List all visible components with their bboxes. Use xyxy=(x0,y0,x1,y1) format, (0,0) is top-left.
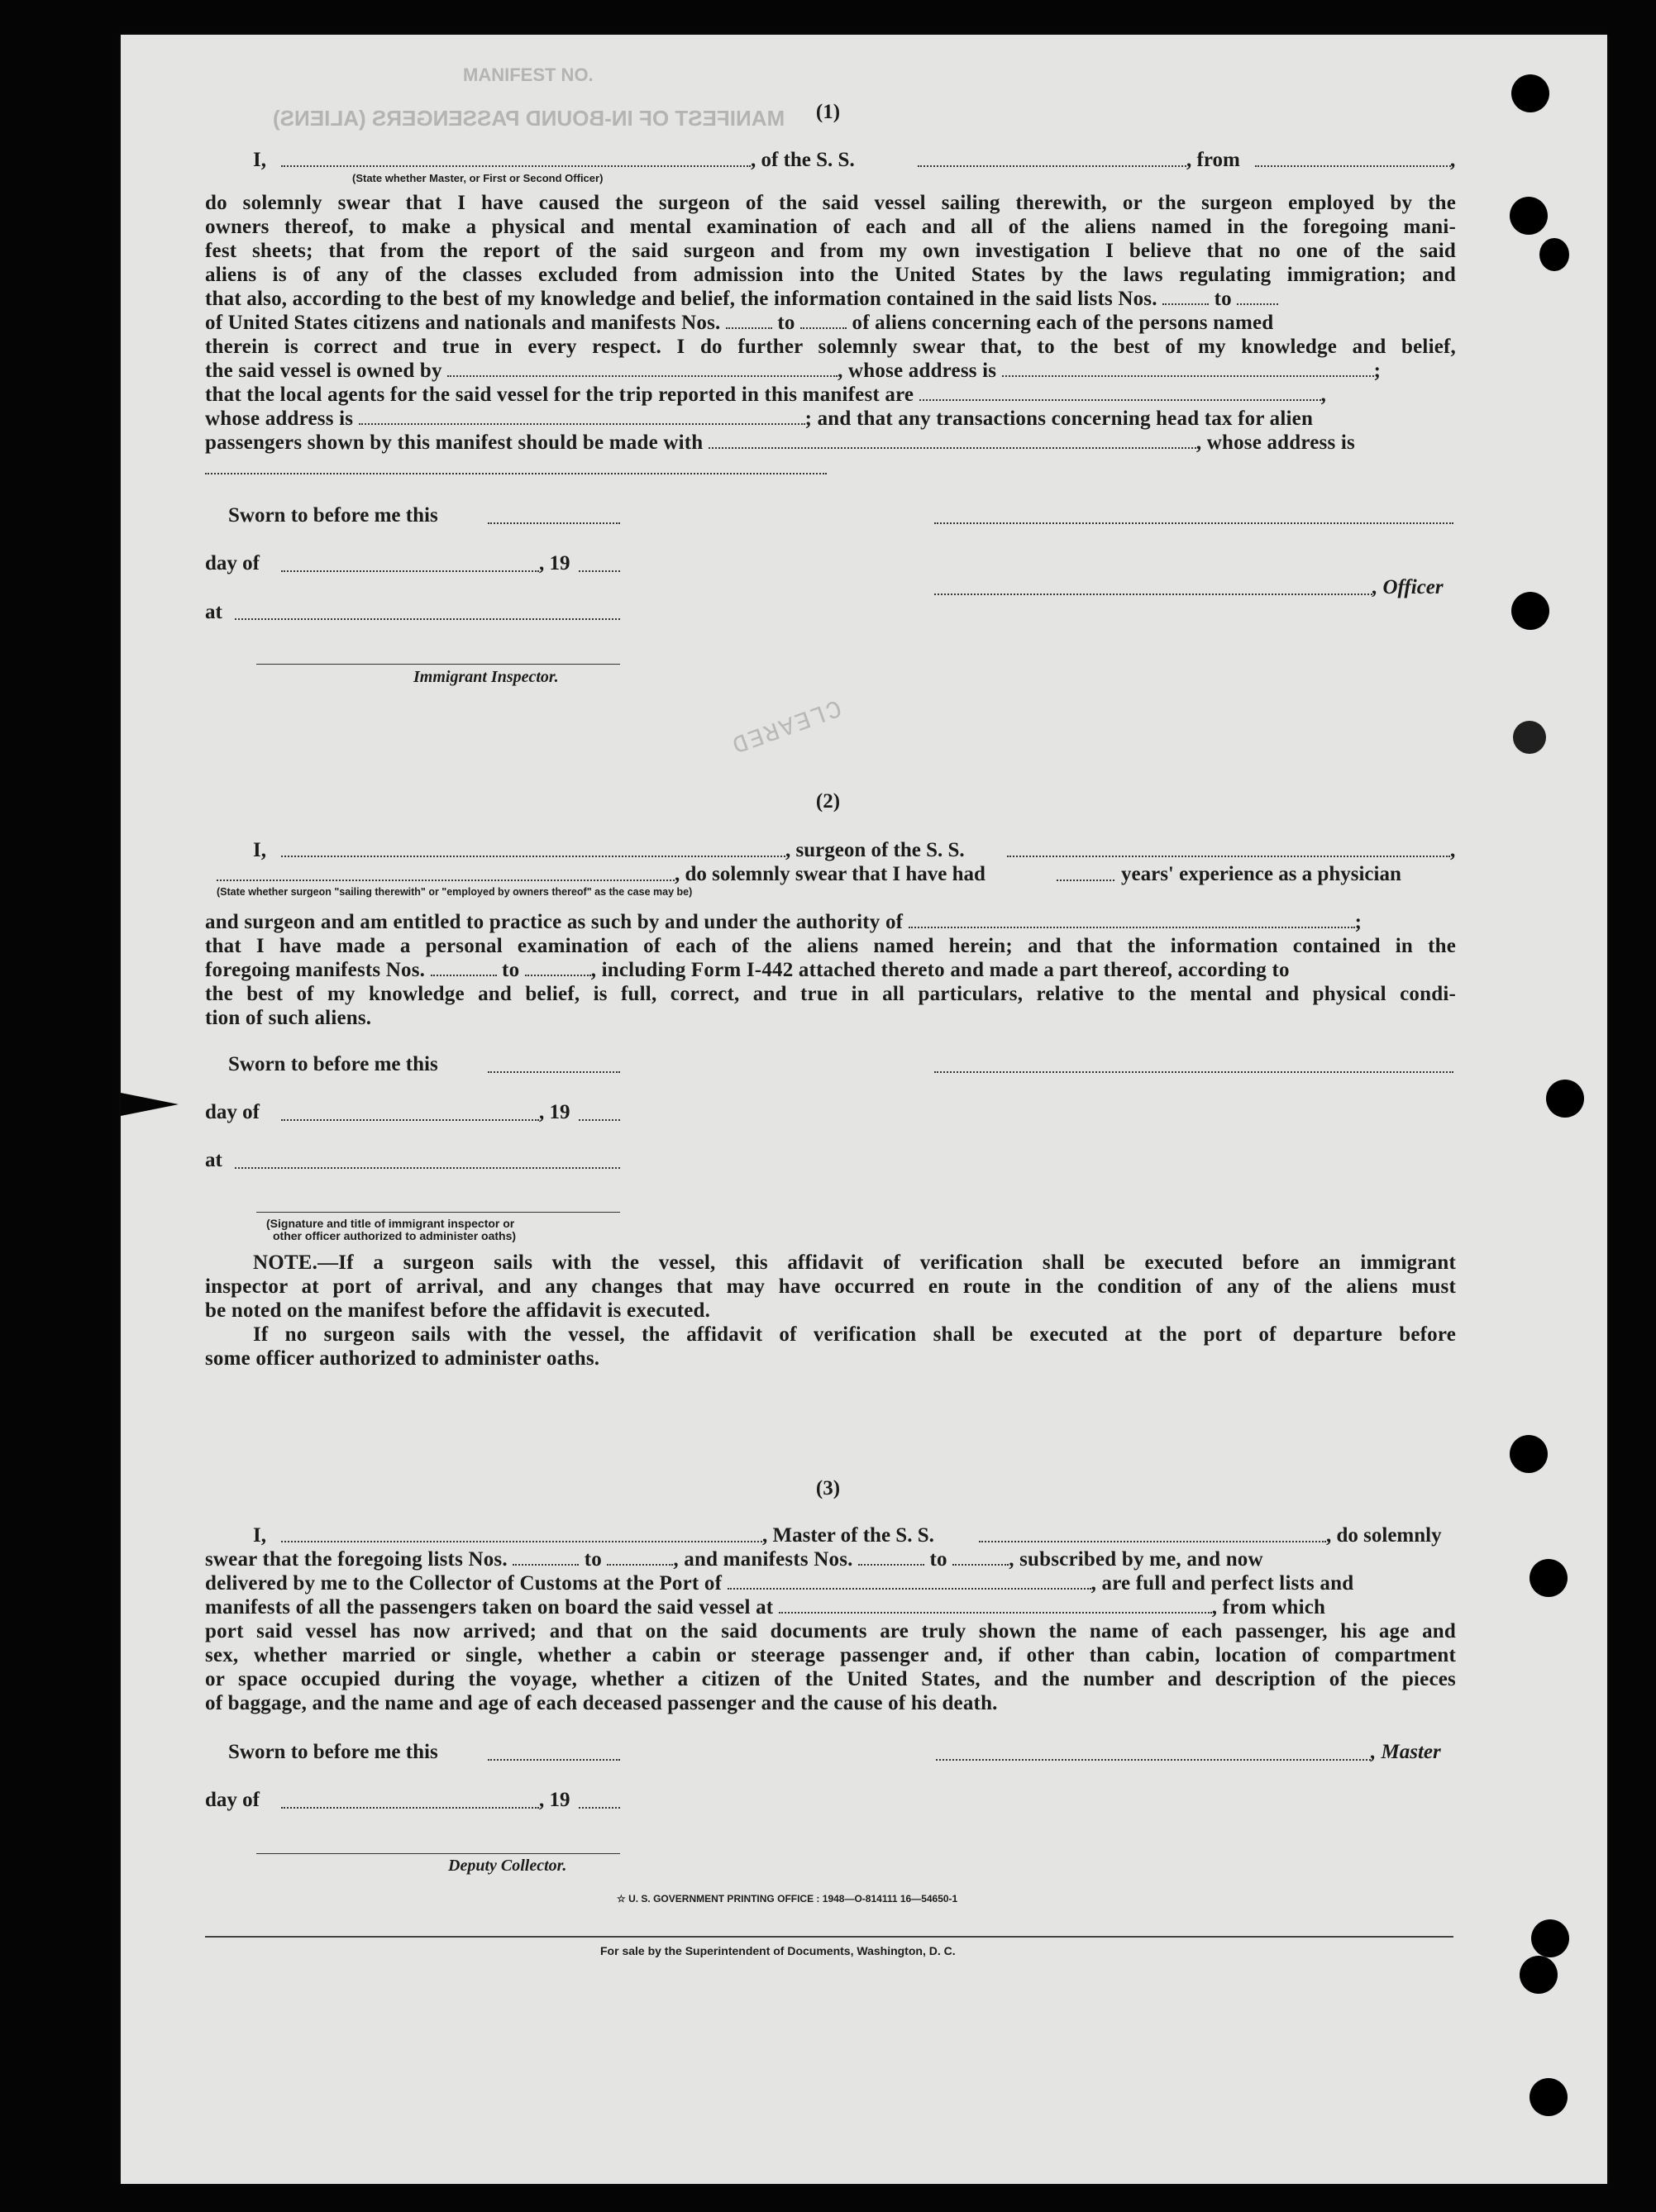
s3-boarded-text: manifests of all the passengers taken on board the said vessel at xyxy=(205,1596,774,1618)
s1-at-label: at xyxy=(205,601,222,623)
s2-swear-label: , do solemnly swear that I have had xyxy=(675,863,985,885)
s1-i-label: I, xyxy=(253,149,266,171)
s1-headtax-field[interactable] xyxy=(709,432,1196,449)
ghost-stamp: CLEARED xyxy=(726,692,845,758)
s3-master-label: , Master of the S. S. xyxy=(762,1524,934,1547)
s3-i-label: I, xyxy=(253,1524,266,1547)
s2-form-text: , including Form I-442 attached thereto and made a part thereof, according to xyxy=(590,959,1290,981)
s2-note-line: NOTE.—If a surgeon sails with the vessel, this affidavit of verification shall be executed before an immigrant xyxy=(253,1251,1456,1274)
section-1-number: (1) xyxy=(815,101,841,123)
s2-dayof-field[interactable] xyxy=(281,1119,539,1121)
s1-inspector-caption: Immigrant Inspector. xyxy=(413,668,559,686)
s3-year-field[interactable] xyxy=(579,1807,620,1809)
s1-owner-text: the said vessel is owned by xyxy=(205,360,442,382)
s3-port-field[interactable] xyxy=(728,1573,1091,1590)
s2-years-field[interactable] xyxy=(1057,880,1114,881)
s1-lists-to: to xyxy=(1214,288,1232,310)
s1-year-field[interactable] xyxy=(579,570,620,572)
ghost-manifest-no: MANIFEST NO. xyxy=(463,64,594,85)
s3-line1-end: , do solemnly xyxy=(1326,1524,1442,1547)
s1-headtax-address-text: , whose address is xyxy=(1195,431,1355,454)
s1-list-to-field[interactable] xyxy=(1237,288,1278,305)
s1-sworn-day-field[interactable] xyxy=(488,522,620,524)
s3-manifests-text: , and manifests Nos. xyxy=(673,1548,853,1571)
s1-from-field[interactable] xyxy=(1255,165,1451,167)
s1-owner-address-text: , whose address is xyxy=(838,360,997,382)
s1-officer-label: , Officer xyxy=(1372,576,1444,598)
s1-rank-caption: (State whether Master, or First or Second Officer) xyxy=(352,172,604,184)
s3-port-line xyxy=(205,1572,1456,1595)
s1-agents-address-field[interactable] xyxy=(359,408,805,425)
s1-at-field[interactable] xyxy=(235,618,620,620)
s1-para-line: do solemnly swear that I have caused the surgeon of the said vessel sailing therewith, or the surgeon employed by the xyxy=(205,192,1456,214)
s1-agents-end: , xyxy=(1320,384,1327,406)
s3-boarded-field[interactable] xyxy=(779,1597,1212,1614)
s2-manifests-to: to xyxy=(502,959,520,981)
s1-agents-line xyxy=(205,384,1456,407)
s3-collector-caption: Deputy Collector. xyxy=(448,1857,567,1875)
s1-owner-end: ; xyxy=(1373,360,1382,382)
s3-name-field[interactable] xyxy=(281,1541,762,1542)
s1-dayof-field[interactable] xyxy=(281,570,539,572)
punch-hole xyxy=(1511,592,1549,630)
s1-dayof-label: day of xyxy=(205,552,260,574)
s3-sworn-label: Sworn to before me this xyxy=(228,1741,438,1763)
s3-manifest-from-field[interactable] xyxy=(858,1549,924,1566)
s1-para-line: fest sheets; that from the report of the said surgeon and from my own investigation I believe that no one of the said xyxy=(205,240,1456,262)
s1-officer-title-line[interactable] xyxy=(934,594,1372,595)
s3-master-sig-line[interactable] xyxy=(936,1759,1371,1761)
s1-lists-line xyxy=(205,288,1456,311)
punch-hole xyxy=(1531,1919,1569,1957)
ghost-title: MANIFEST OF IN-BOUND PASSENGERS (ALIENS) xyxy=(273,106,785,131)
s2-manifest-to-field[interactable] xyxy=(525,960,591,976)
s1-agents-text: that the local agents for the said vessel for the trip reported in this manifest are xyxy=(205,384,914,406)
punch-hole xyxy=(1539,238,1569,271)
page-notch xyxy=(121,1093,179,1116)
s3-boarded-line xyxy=(205,1596,1456,1619)
s3-manifest-to-field[interactable] xyxy=(952,1549,1009,1566)
punch-hole xyxy=(1510,1435,1548,1473)
s3-ship-field[interactable] xyxy=(979,1541,1326,1542)
s3-collector-sig-line[interactable] xyxy=(256,1853,620,1854)
s3-port-rest: , are full and perfect lists and xyxy=(1090,1572,1354,1595)
s2-capacity-field[interactable] xyxy=(217,880,675,881)
s2-sworn-day-field[interactable] xyxy=(488,1071,620,1073)
footer-rule xyxy=(205,1936,1453,1938)
s3-sworn-day-field[interactable] xyxy=(488,1759,620,1761)
s1-owner-address-field[interactable] xyxy=(1002,360,1374,377)
s1-para-line: therein is correct and true in every respect. I do further solemnly swear that, to the best of my knowledge and belief, xyxy=(205,336,1456,358)
s1-officer-sig-line[interactable] xyxy=(934,522,1453,524)
s1-owner-line xyxy=(205,360,1456,383)
s3-dayof-field[interactable] xyxy=(281,1807,539,1809)
s2-inspector-caption-1: (Signature and title of immigrant inspector or xyxy=(266,1217,515,1230)
s2-manifests-text: foregoing manifests Nos. xyxy=(205,959,426,981)
s3-manifests-to: to xyxy=(929,1548,947,1571)
s2-note-line: some officer authorized to administer oaths. xyxy=(205,1347,600,1370)
s3-master-caption: , Master xyxy=(1371,1741,1441,1763)
s1-ss-label: , of the S. S. xyxy=(751,149,855,171)
s1-manifests-text: of United States citizens and nationals and manifests Nos. xyxy=(205,312,721,334)
section-3-number: (3) xyxy=(815,1477,841,1499)
s2-i-label: I, xyxy=(253,839,266,861)
s1-line1-end: , xyxy=(1450,149,1456,171)
s1-inspector-sig-line[interactable] xyxy=(256,664,620,665)
s2-authority-text: and surgeon and am entitled to practice as such by and under the authority of xyxy=(205,911,904,933)
s1-name-field[interactable] xyxy=(281,165,751,167)
s2-name-field[interactable] xyxy=(281,856,785,857)
s2-note-line: be noted on the manifest before the affidavit is executed. xyxy=(205,1299,711,1322)
s2-inspector-caption-2: other officer authorized to administer oaths) xyxy=(273,1229,517,1242)
s1-manifest-to-field[interactable] xyxy=(800,312,847,329)
s3-list-to-field[interactable] xyxy=(607,1549,673,1566)
s2-sworn-label: Sworn to before me this xyxy=(228,1053,438,1075)
s3-year-label: , 19 xyxy=(539,1789,570,1811)
s2-year-label: , 19 xyxy=(539,1101,570,1123)
s1-headtax-address-field[interactable] xyxy=(205,473,827,474)
s3-lists-text: swear that the foregoing lists Nos. xyxy=(205,1548,508,1571)
s1-ship-field[interactable] xyxy=(918,165,1186,167)
punch-hole xyxy=(1513,721,1546,754)
punch-hole xyxy=(1520,1956,1558,1994)
s1-agents-address-text: whose address is xyxy=(205,408,354,430)
s2-manifests-line xyxy=(205,959,1456,982)
s2-note-line: If no surgeon sails with the vessel, the affidavit of verification shall be executed at the port of departure before xyxy=(253,1323,1456,1346)
punch-hole xyxy=(1530,2078,1568,2116)
s2-para-line: tion of such aliens. xyxy=(205,1007,372,1029)
s2-capacity-caption: (State whether surgeon "sailing therewith" or "employed by owners thereof" as the case may be) xyxy=(217,886,693,898)
s2-note-line: inspector at port of arrival, and any changes that may have occurred en route in the condition of any of the aliens must xyxy=(205,1275,1456,1298)
s2-manifest-from-field[interactable] xyxy=(431,960,497,976)
s1-list-from-field[interactable] xyxy=(1162,288,1209,305)
s1-lists-text: that also, according to the best of my knowledge and belief, the information contained in the said lists Nos. xyxy=(205,288,1157,310)
s2-para-line: that I have made a personal examination of each of the aliens named herein; and that the information contained in the xyxy=(205,935,1456,957)
s2-inspector-sig-line[interactable] xyxy=(256,1212,620,1213)
punch-hole xyxy=(1510,197,1548,235)
s2-surgeon-label: , surgeon of the S. S. xyxy=(785,839,965,861)
s1-para-line: aliens is of any of the classes excluded from admission into the United States by the laws regulating immigration; and xyxy=(205,264,1456,286)
s3-lists-line xyxy=(205,1548,1456,1571)
s3-port-text: delivered by me to the Collector of Customs at the Port of xyxy=(205,1572,723,1595)
s2-authority-field[interactable] xyxy=(909,912,1355,928)
s3-subscribed-text: , subscribed by me, and now xyxy=(1009,1548,1263,1571)
s3-para-line: or space occupied during the voyage, whether a citizen of the United States, and the number and description of the pieces xyxy=(205,1668,1456,1690)
s3-para-line: of baggage, and the name and age of each deceased passenger and the cause of his death. xyxy=(205,1692,998,1714)
s1-sworn-label: Sworn to before me this xyxy=(228,504,438,527)
s1-headtax-line xyxy=(205,431,1456,455)
s2-authority-end: ; xyxy=(1354,911,1363,933)
s2-authority-line xyxy=(205,911,1456,934)
for-sale-line: For sale by the Superintendent of Documents, Washington, D. C. xyxy=(600,1944,956,1957)
s2-years-label: years' experience as a physician xyxy=(1121,863,1401,885)
s1-manifest-from-field[interactable] xyxy=(726,312,772,329)
s2-para-line: the best of my knowledge and belief, is full, correct, and true in all particulars, relative to the mental and physical condi- xyxy=(205,983,1456,1005)
s2-year-field[interactable] xyxy=(579,1119,620,1121)
s1-from-label: , from xyxy=(1186,149,1240,171)
s3-dayof-label: day of xyxy=(205,1789,260,1811)
s2-line1-end: , xyxy=(1450,839,1456,861)
s1-agents-address-line xyxy=(205,408,1456,431)
s1-manifests-to: to xyxy=(777,312,795,334)
punch-hole xyxy=(1530,1559,1568,1597)
s3-boarded-rest: , from which xyxy=(1211,1596,1326,1618)
s1-agents-field[interactable] xyxy=(919,384,1321,401)
s2-ship-field[interactable] xyxy=(1007,856,1450,857)
s3-para-line: port said vessel has now arrived; and that on the said documents are truly shown the name of each passenger, his age and xyxy=(205,1620,1456,1642)
s3-list-from-field[interactable] xyxy=(513,1549,579,1566)
s2-surgeon-sig-line[interactable] xyxy=(934,1071,1453,1073)
s1-headtax-text: ; and that any transactions concerning head tax for alien xyxy=(804,408,1314,430)
s2-at-label: at xyxy=(205,1149,222,1171)
s2-at-field[interactable] xyxy=(235,1167,620,1169)
s3-lists-to: to xyxy=(584,1548,602,1571)
s1-owner-field[interactable] xyxy=(447,360,838,377)
s1-manifests-line xyxy=(205,312,1456,335)
s1-year-label: , 19 xyxy=(539,552,570,574)
s2-dayof-label: day of xyxy=(205,1101,260,1123)
printing-office-line: ☆ U. S. GOVERNMENT PRINTING OFFICE : 1948—O-814111 16—54650-1 xyxy=(617,1893,958,1905)
section-2-number: (2) xyxy=(815,790,841,813)
s1-headtax-with-text: passengers shown by this manifest should be made with xyxy=(205,431,704,454)
s3-para-line: sex, whether married or single, whether a cabin or steerage passenger and, if other than cabin, location of compartment xyxy=(205,1644,1456,1666)
s1-para-line: owners thereof, to make a physical and mental examination of each and all of the aliens named in the foregoing mani- xyxy=(205,216,1456,238)
punch-hole xyxy=(1546,1080,1584,1118)
s1-manifests-rest: of aliens concerning each of the persons named xyxy=(852,312,1274,334)
